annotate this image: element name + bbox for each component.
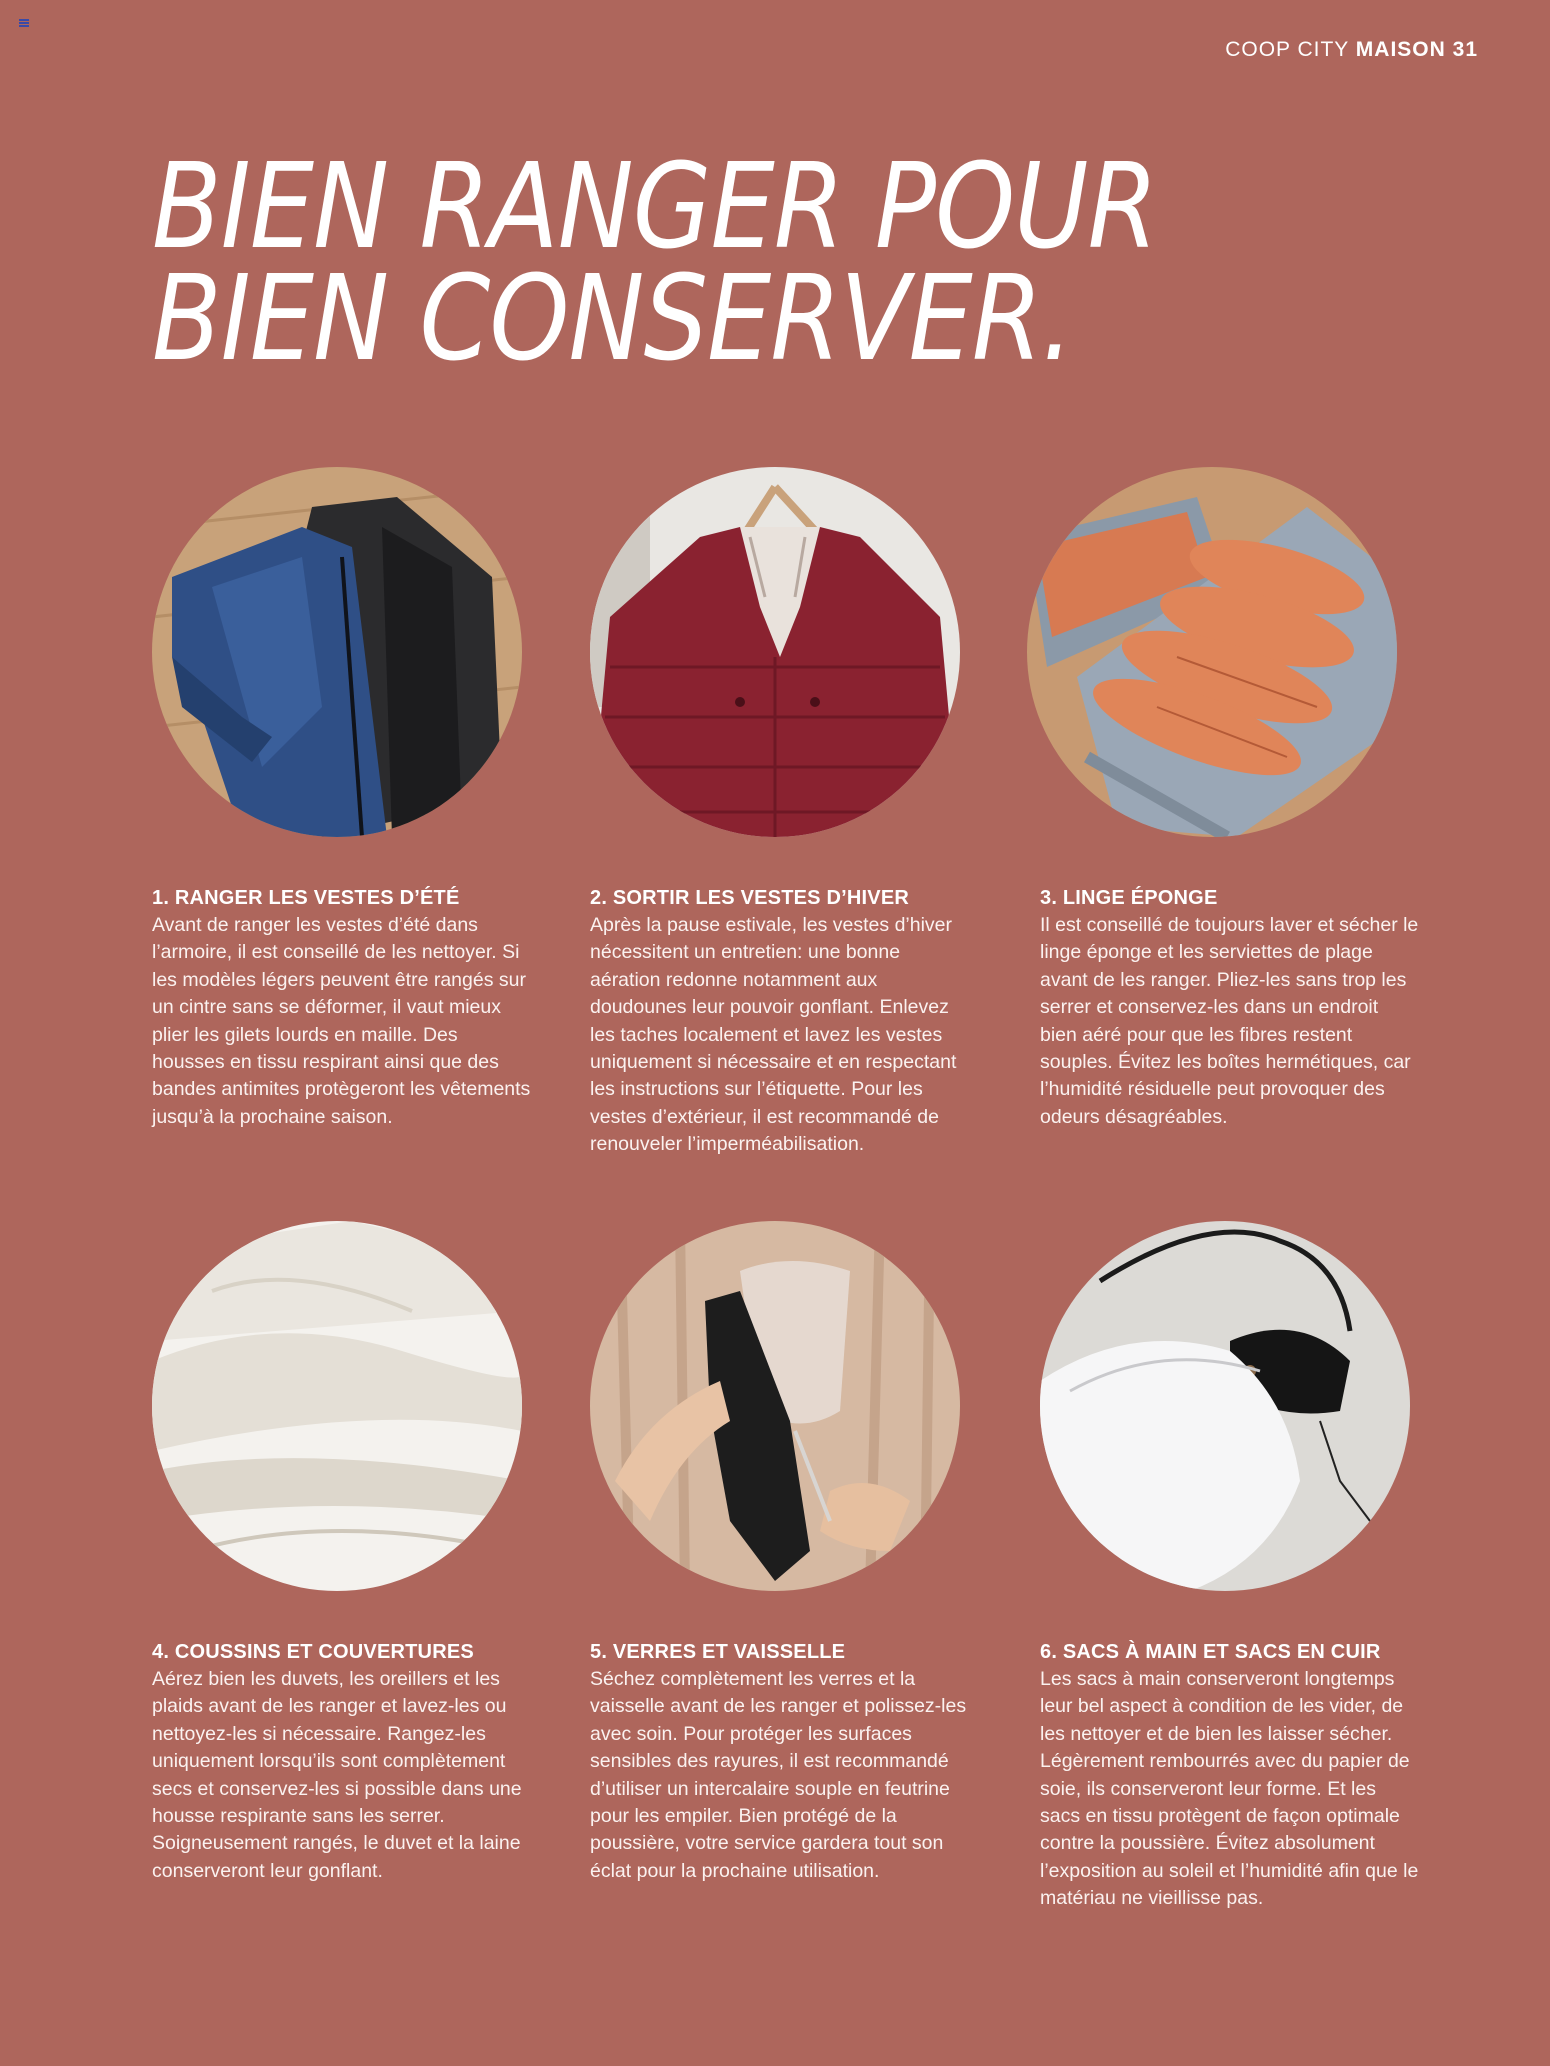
blue-jacket-photo [152,467,522,837]
title-line-1: BIEN RANGER POUR [152,137,1158,275]
tip-5-body: Séchez complètement les verres et la vaisselle avant de les ranger et polissez-les avec soin. Pour protéger les surfaces sensibles des rayures, il est recommandé d’utiliser un intercalaire souple en feutrine pour les empiler. Bien protégé de la poussière, votre service gardera tout son éclat pour la prochaine utilisation. [590,1668,967,1882]
tip-6-heading: 6. SACS À MAIN ET SACS EN CUIR [1040,1641,1381,1663]
title-line-2: BIEN CONSERVER. [152,249,1073,387]
tip-3-heading: 3. LINGE ÉPONGE [1040,887,1218,909]
tip-6 [1040,1639,1420,1913]
brand-name: COOP CITY [1225,38,1349,61]
tip-4-body: Aérez bien les duvets, les oreillers et les plaids avant de les ranger et lavez-les ou nettoyez-les si nécessaire. Rangez-les uniquement lorsqu’ils sont complètement secs et conservez-les si possible dans une housse respirante sans les serrer. Soigneusement rangés, le duvet et la laine conserveront leur gonflant. [152,1668,522,1882]
wine-glass-photo [590,1221,960,1591]
page-title [152,137,1158,387]
tip-3-body: Il est conseillé de toujours laver et sécher le linge éponge et les serviettes de plage avant de les ranger. Pliez-les sans trop les serrer et conservez-les dans un endroit bien aéré pour que les fibres restent souples. Évitez les boîtes hermétiques, car l’humidité résiduelle peut provoquer des odeurs désagréables. [1040,914,1419,1128]
tip-4-heading: 4. COUSSINS ET COUVERTURES [152,1641,474,1663]
page-number: 31 [1452,38,1478,61]
tip-6-body: Les sacs à main conserveront longtemps leur bel aspect à condition de les vider, de les nettoyer et de bien les laisser sécher. Légèrement rembourrés avec du papier de soie, ils conserveront leur forme. Et les sacs en tissu protègent de façon optimale contre la poussière. Évitez absolument l’exposition au soleil et l’humidité afin que le matériau ne vieillisse pas. [1040,1668,1419,1910]
tip-1 [152,885,532,1131]
menu-icon[interactable] [19,19,29,27]
page-header [1225,38,1478,62]
duvet-photo [152,1221,522,1591]
tip-2-heading: 2. SORTIR LES VESTES D’HIVER [590,887,909,909]
tip-3 [1040,885,1420,1131]
tip-2 [590,885,970,1159]
tip-5-heading: 5. VERRES ET VAISSELLE [590,1641,846,1663]
towels-photo [1027,467,1397,837]
red-jacket-photo [590,467,960,837]
tip-1-body: Avant de ranger les vestes d’été dans l’armoire, il est conseillé de les nettoyer. Si les modèles légers peuvent être rangés sur un cintre sans se déformer, il vaut mieux plier les gilets lourds en maille. Des housses en tissu respirant ainsi que des bandes antimites protègeront les vêtements jusqu’à la prochaine saison. [152,914,531,1128]
tip-1-heading: 1. RANGER LES VESTES D’ÉTÉ [152,887,460,909]
tip-2-body: Après la pause estivale, les vestes d’hiver nécessitent un entretien: une bonne aération redonne notamment aux doudounes leur pouvoir gonflant. Enlevez les taches localement et lavez les vestes uniquement si nécessaire et en respectant les instructions sur l’étiquette. Pour les vestes d’extérieur, il est recommandé de renouveler l’imperméabilisation. [590,914,957,1156]
magazine-name: MAISON [1355,38,1446,61]
tip-5 [590,1639,970,1885]
handbag-photo [1040,1221,1410,1591]
tip-4 [152,1639,532,1885]
